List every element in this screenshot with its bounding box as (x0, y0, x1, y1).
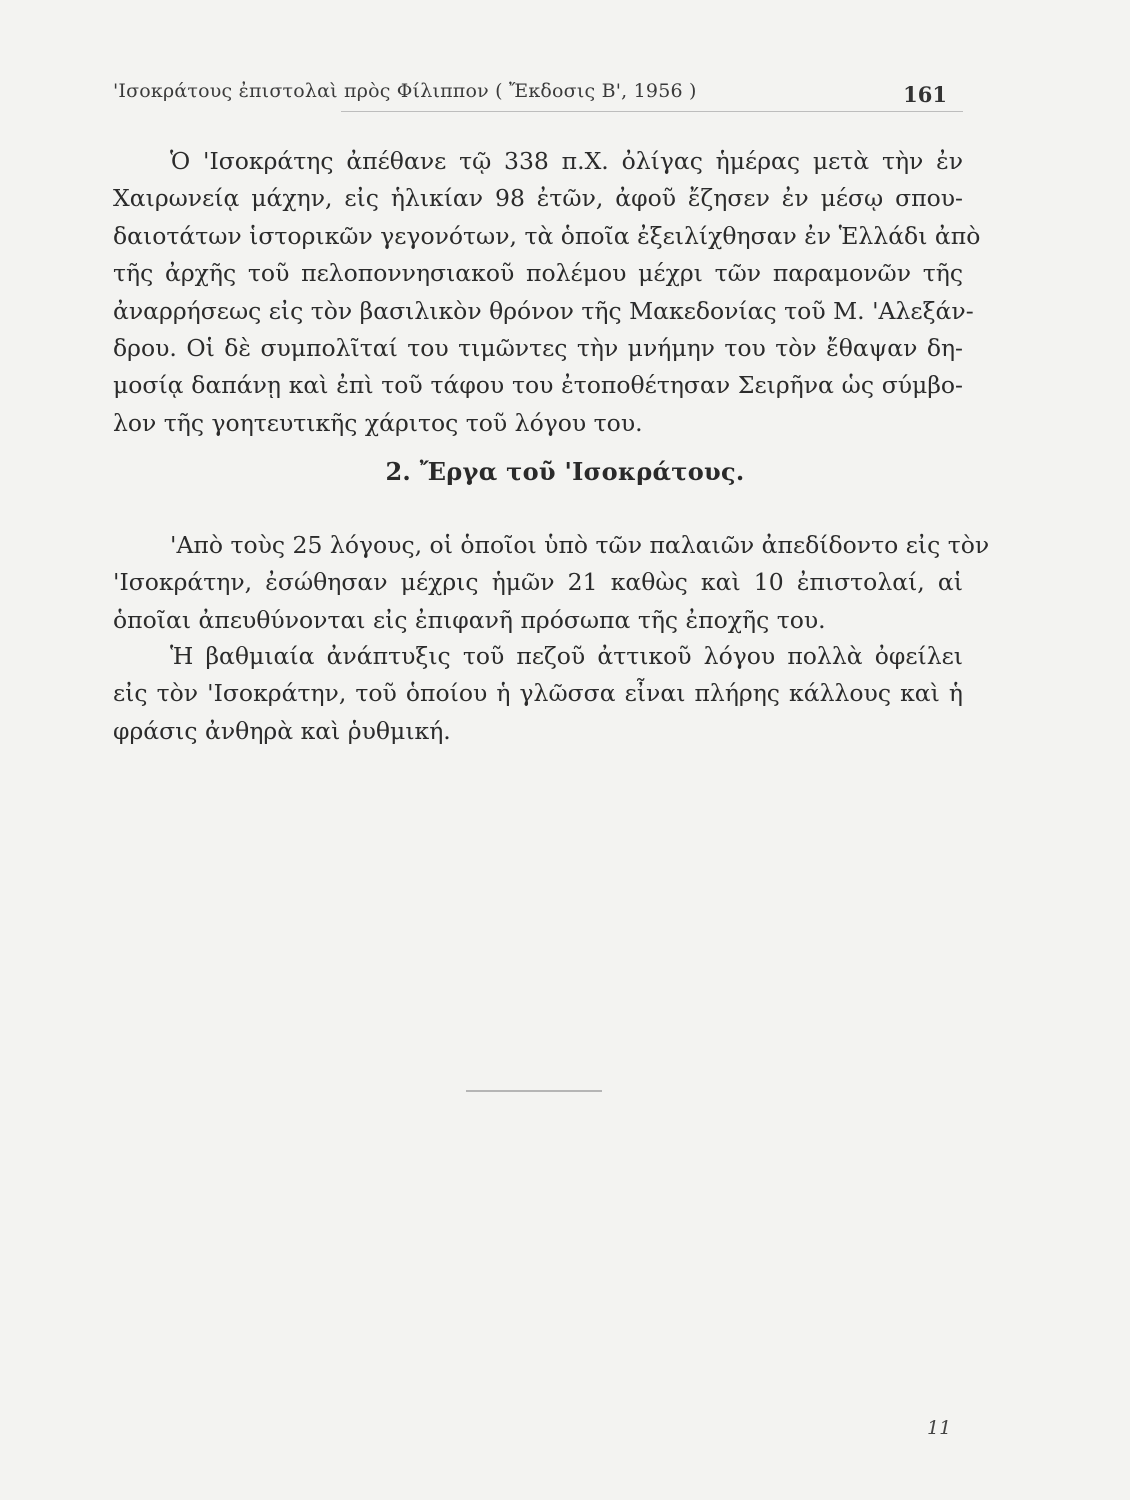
text-line: 'Απὸ τοὺς 25 λόγους, οἱ ὁποῖοι ὑπὸ τῶν παλαιῶν ἀπεδίδοντο εἰς τὸν (170, 531, 990, 559)
section-end-rule (466, 1090, 602, 1092)
signature-mark: 11 (927, 1417, 952, 1439)
paragraph-death-of-isocrates (113, 143, 981, 442)
text-line: δαιοτάτων ἱστορικῶν γεγονότων, τὰ ὁποῖα ἐξειλίχθησαν ἐν Ἑλλάδι ἀπὸ (113, 221, 981, 250)
paragraph-works (113, 527, 990, 639)
text-line: Χαιρωνείᾳ μάχην, εἰς ἡλικίαν 98 ἐτῶν, ἀφοῦ ἔζησεν ἐν μέσῳ σπου- (113, 184, 963, 213)
text-line: μοσίᾳ δαπάνῃ καὶ ἐπὶ τοῦ τάφου του ἐτοποθέτησαν Σειρῆνα ὡς σύμβο- (113, 371, 963, 400)
text-line: δρου. Οἱ δὲ συμπολῖταί του τιμῶντες τὴν μνήμην του τὸν ἔθαψαν δη- (113, 333, 963, 362)
text-line: λον τῆς γοητευτικῆς χάριτος τοῦ λόγου του. (113, 408, 643, 437)
section-heading: 2. Ἔργα τοῦ 'Ισοκράτους. (385, 457, 745, 486)
text-line: εἰς τὸν 'Ισοκράτην, τοῦ ὁποίου ἡ γλῶσσα εἶναι πλήρης κάλλους καὶ ἡ (113, 679, 963, 708)
text-line: ἀναρρήσεως εἰς τὸν βασιλικὸν θρόνον τῆς Μακεδονίας τοῦ Μ. 'Αλεξάν- (113, 296, 974, 325)
page-number: 161 (903, 82, 947, 107)
text-line: ὁποῖαι ἀπευθύνονται εἰς ἐπιφανῆ πρόσωπα τῆς ἐποχῆς του. (113, 605, 826, 634)
running-title: 'Ισοκράτους ἐπιστολαὶ πρὸς Φίλιππον ( Ἔκδοσις Β', 1956 ) (113, 80, 697, 102)
text-line: 'Ισοκράτην, ἐσώθησαν μέχρις ἡμῶν 21 καθὼς καὶ 10 ἐπιστολαί, αἱ (113, 568, 963, 597)
text-line: Ἡ βαθμιαία ἀνάπτυξις τοῦ πεζοῦ ἀττικοῦ λόγου πολλὰ ὀφείλει (170, 642, 963, 670)
running-header (113, 80, 955, 114)
paragraph-attic-prose (113, 638, 963, 750)
text-line: τῆς ἀρχῆς τοῦ πελοποννησιακοῦ πολέμου μέχρι τῶν παραμονῶν τῆς (113, 259, 963, 288)
text-line: Ὁ 'Ισοκράτης ἀπέθανε τῷ 338 π.Χ. ὀλίγας ἡμέρας μετὰ τὴν ἐν (170, 147, 963, 175)
header-rule (341, 111, 963, 112)
text-line: φράσις ἀνθηρὰ καὶ ῥυθμική. (113, 716, 451, 745)
